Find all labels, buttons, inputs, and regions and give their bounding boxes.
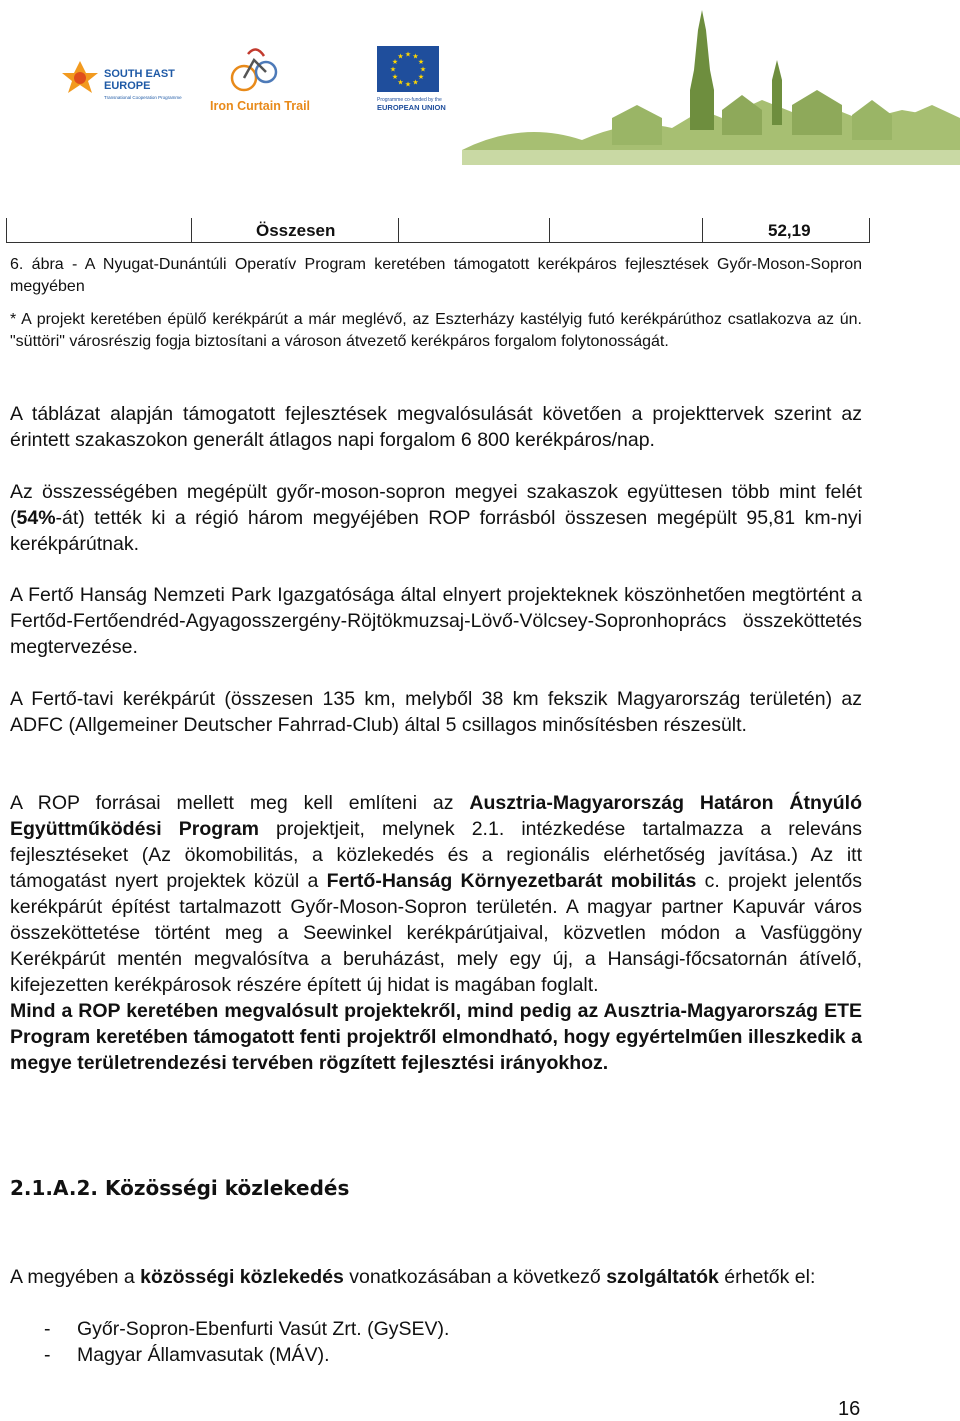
see-star-icon	[62, 61, 98, 93]
eu-star-icon: ★	[412, 79, 419, 87]
page-number: 16	[838, 1398, 861, 1420]
eu-star-icon: ★	[397, 53, 404, 61]
table-border	[549, 218, 550, 242]
paragraph-2-highlight: 54%	[16, 507, 56, 529]
eu-star-icon: ★	[419, 66, 427, 74]
eu-star-icon: ★	[391, 59, 399, 66]
list-item	[44, 1316, 449, 1342]
eu-star-icon: ★	[417, 74, 425, 81]
paragraph-6-text: érhetők el:	[718, 1266, 816, 1288]
table-total-label: Összesen	[256, 221, 336, 240]
paragraph-6-highlight: szolgáltatók	[606, 1266, 719, 1288]
paragraph-4: A Fertő-tavi kerékpárút (összesen 135 km, melyből 38 km fekszik Magyarország területén) az ADFC (Allgemeiner Deutscher Fahrrad-Club) által 5 csillagos minősítésben részesült.	[10, 688, 862, 736]
paragraph-6	[10, 1264, 862, 1290]
list-item-text: Győr-Sopron-Ebenfurti Vasút Zrt. (GySEV).	[77, 1318, 450, 1340]
eu-star-icon: ★	[391, 74, 399, 81]
south-east-europe-logo	[58, 55, 198, 115]
program-name: Ausztria-Magyarország Határon Átnyúló Együttműködési Program	[10, 792, 862, 840]
table-total-row	[6, 218, 870, 243]
paragraph-6-text: vonatkozásában a következő	[343, 1266, 607, 1288]
svg-text:Programme co-funded by the: Programme co-funded by the	[377, 97, 442, 103]
paragraph-6-highlight: közösségi közlekedés	[140, 1266, 344, 1288]
svg-text:EUROPEAN UNION: EUROPEAN UNION	[377, 103, 446, 112]
paragraph-5-text: projektjeit, melynek 2.1. intézkedése tartalmazza a releváns fejlesztéseket (Az ökomobilitás, a közlekedés és a regionális elérhetőség javítása.) Az itt támogatást nyert projektek közül a	[10, 818, 862, 892]
paragraph-5	[10, 790, 862, 1076]
footnote: * A projekt keretében épülő kerékpárút a már meglévő, az Eszterházy kastélyig futó kerékpárúthoz csatlakozva az ún. "süttöri" városrészig fogja biztosítani a városon átvezető kerékpáros forgalom folytonosságát.	[10, 311, 862, 350]
table-total-value: 52,19	[768, 221, 811, 240]
eu-star-icon: ★	[404, 81, 412, 89]
eu-star-icon: ★	[404, 51, 412, 59]
list-item-text: Magyar Államvasutak (MÁV).	[77, 1344, 330, 1366]
bicycle-icon	[232, 49, 276, 90]
table-border	[398, 218, 399, 242]
paragraph-5-conclusion: Mind a ROP keretében megvalósult projektekről, mind pedig az Ausztria-Magyarország ETE Program keretében támogatott fenti projektről elmondható, hogy egyértelműen illeszkedik a megye területrendezési tervében rögzített fejlesztési irányokhoz.	[10, 1000, 862, 1074]
paragraph-5-text: c. projekt jelentős kerékpárút építést tartalmazott Győr-Moson-Sopron területén. A magyar partner Kapuvár város összeköttetése történt meg a Seewinkel kerékpárútjaival, közvetlen módon a Vasfüggöny Kerékpárút mentén megvalósítva a beruházást, mely egy új, a Hansági-főcsatornán átívelő, kifejezetten kerékpárosok részére épített új hidat is magában foglalt.	[10, 870, 862, 996]
svg-text:SOUTH EAST: SOUTH EAST	[104, 68, 175, 80]
svg-text:Transnational Cooperation Prog: Transnational Cooperation Programme	[104, 95, 182, 100]
svg-text:EUROPE: EUROPE	[104, 80, 151, 92]
svg-text:Iron Curtain Trail: Iron Curtain Trail	[210, 99, 311, 113]
eu-star-icon: ★	[389, 66, 397, 74]
list-dash: -	[44, 1344, 51, 1366]
paragraph-1: A táblázat alapján támogatott fejlesztések megvalósulását követően a projekttervek szerint az érintett szakaszokon generált átlagos napi forgalom 6 800 kerékpáros/nap.	[10, 403, 862, 451]
paragraph-2-text: -át) tették ki a régió három megyéjében ROP forrásból összesen megépült 95,81 km-nyi kerékpárútnak.	[10, 507, 862, 555]
paragraph-6-text: A megyében a	[10, 1266, 141, 1288]
paragraph-2-text: Az összességében megépült győr-moson-sopron megyei szakaszok együttesen több mint felét (	[10, 481, 862, 529]
eu-star-icon: ★	[417, 59, 425, 66]
paragraph-3: A Fertő Hanság Nemzeti Park Igazgatósága által elnyert projekteknek köszönhetően megtörtént a Fertőd-Fertőendréd-Agyagosszergény-Röjtökmuzsaj-Lövő-Völcsey-Sopronhoprács összeköttetés megtervezése.	[10, 584, 862, 658]
paragraph-2	[10, 479, 862, 557]
table-border	[702, 218, 703, 242]
project-name: Fertő-Hanság Környezetbarát mobilitás	[326, 870, 697, 892]
table-border	[6, 218, 7, 242]
iron-curtain-trail-logo	[208, 42, 318, 117]
eu-star-icon: ★	[412, 53, 419, 61]
table-border	[191, 218, 192, 242]
list-dash: -	[44, 1318, 51, 1340]
eu-star-icon: ★	[397, 79, 404, 87]
figure-caption: 6. ábra - A Nyugat-Dunántúli Operatív Program keretében támogatott kerékpáros fejlesztések Győr-Moson-Sopron megyében	[10, 256, 862, 295]
eu-cofunding-logo	[375, 44, 460, 119]
town-skyline-illustration	[462, 0, 960, 165]
section-heading: 2.1.A.2. Közösségi közlekedés	[10, 1176, 350, 1200]
provider-list	[44, 1316, 449, 1368]
paragraph-5-text: A ROP forrásai mellett meg kell említeni az	[10, 792, 470, 814]
page-header	[0, 0, 960, 170]
list-item	[44, 1342, 449, 1368]
table-border	[869, 218, 870, 242]
